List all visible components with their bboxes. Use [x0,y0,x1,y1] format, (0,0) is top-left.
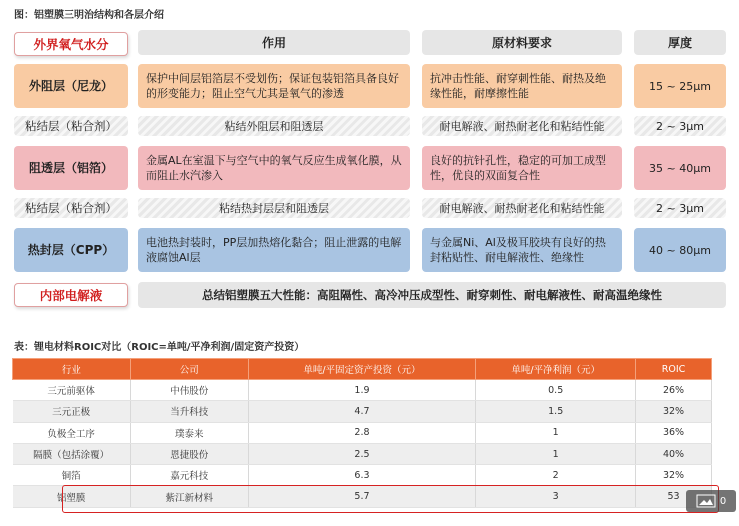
cell-company: 中伟股份 [130,380,248,401]
function-outer: 保护中间层铝箔层不受划伤；保证包装铝箔具备良好的形变能力；阻止空气尤其是氧气的渗透 [138,64,410,108]
cell-industry: 隔膜（包括涂覆） [13,443,131,464]
cell-industry: 负极全工序 [13,422,131,443]
cell-company: 恩捷股份 [130,443,248,464]
cell-investment: 1.9 [248,380,476,401]
col-industry: 行业 [13,359,131,380]
figure-title: 图：铝塑膜三明治结构和各层介绍 [14,10,164,21]
requirement-aluminum: 良好的抗针孔性，稳定的可加工成型性，优良的双面复合性 [422,146,622,190]
cell-roic: 53 [636,486,712,507]
environment-label: 外界氧气水分 [14,32,128,56]
layer-aluminum: 阻透层（铝箔） [14,146,128,190]
table-row [13,380,712,401]
cell-industry: 铜箔 [13,465,131,486]
cell-investment: 6.3 [248,465,476,486]
thickness-adhesive-2: 2 ~ 3μm [634,198,726,218]
table-row [13,422,712,443]
layer-adhesive-2: 粘结层（粘合剂） [14,198,128,218]
col-profit: 单吨/平净利润（元） [476,359,636,380]
watermark-badge [686,490,736,512]
cell-industry: 三元正极 [13,401,131,422]
table-row [13,465,712,486]
requirement-header: 原材料要求 [422,30,622,55]
thickness-aluminum: 35 ~ 40μm [634,146,726,190]
cell-profit: 2 [476,465,636,486]
requirement-adhesive-2: 耐电解液、耐热耐老化和粘结性能 [422,198,622,218]
cell-company: 嘉元科技 [130,465,248,486]
cell-investment: 2.8 [248,422,476,443]
summary-bar: 总结铝塑膜五大性能：高阻隔性、高冷冲压成型性、耐穿刺性、耐电解液性、耐高温绝缘性 [138,282,726,308]
requirement-heat-seal: 与金属Ni、Al及极耳胶块有良好的热封粘贴性、耐电解液性、绝缘性 [422,228,622,272]
thickness-adhesive-1: 2 ~ 3μm [634,116,726,136]
cell-company: 当升科技 [130,401,248,422]
cell-roic: 40% [636,443,712,464]
function-aluminum: 金属AL在室温下与空气中的氧气反应生成氧化膜，从而阻止水汽渗入 [138,146,410,190]
cell-roic: 32% [636,465,712,486]
thickness-header: 厚度 [634,30,726,55]
cell-investment: 4.7 [248,401,476,422]
cell-roic: 32% [636,401,712,422]
table-row [13,443,712,464]
watermark-text: 0 [719,495,727,507]
function-adhesive-1: 粘结外阻层和阻透层 [138,116,410,136]
function-adhesive-2: 粘结热封层层和阻透层 [138,198,410,218]
thickness-heat-seal: 40 ~ 80μm [634,228,726,272]
cell-investment: 2.5 [248,443,476,464]
highlight-box [62,485,719,513]
cell-roic: 26% [636,380,712,401]
cell-industry: 铝塑膜 [13,486,131,507]
image-icon [696,494,716,508]
cell-company: 璞泰来 [130,422,248,443]
col-company: 公司 [130,359,248,380]
col-roic: ROIC [636,359,712,380]
cell-profit: 1 [476,422,636,443]
requirement-adhesive-1: 耐电解液、耐热耐老化和粘结性能 [422,116,622,136]
cell-investment: 5.7 [248,486,476,507]
table-title: 表：锂电材料ROIC对比（ROIC=单吨/平净利润/固定资产投资） [14,342,305,353]
layer-outer: 外阻层（尼龙） [14,64,128,108]
inner-electrolyte-label: 内部电解液 [14,283,128,307]
cell-profit: 3 [476,486,636,507]
table-row [13,401,712,422]
requirement-outer: 抗冲击性能、耐穿刺性能、耐热及绝缘性能，耐摩擦性能 [422,64,622,108]
layer-adhesive-1: 粘结层（粘合剂） [14,116,128,136]
thickness-outer: 15 ~ 25μm [634,64,726,108]
col-investment: 单吨/平固定资产投资（元） [248,359,476,380]
layer-heat-seal: 热封层（CPP） [14,228,128,272]
table-header-row [13,359,712,380]
cell-company: 紫江新材料 [130,486,248,507]
cell-roic: 36% [636,422,712,443]
cell-profit: 1 [476,443,636,464]
function-header: 作用 [138,30,410,55]
cell-industry: 三元前驱体 [13,380,131,401]
cell-profit: 0.5 [476,380,636,401]
function-heat-seal: 电池热封装时，PP层加热熔化黏合；阻止泄露的电解液腐蚀Al层 [138,228,410,272]
cell-profit: 1.5 [476,401,636,422]
